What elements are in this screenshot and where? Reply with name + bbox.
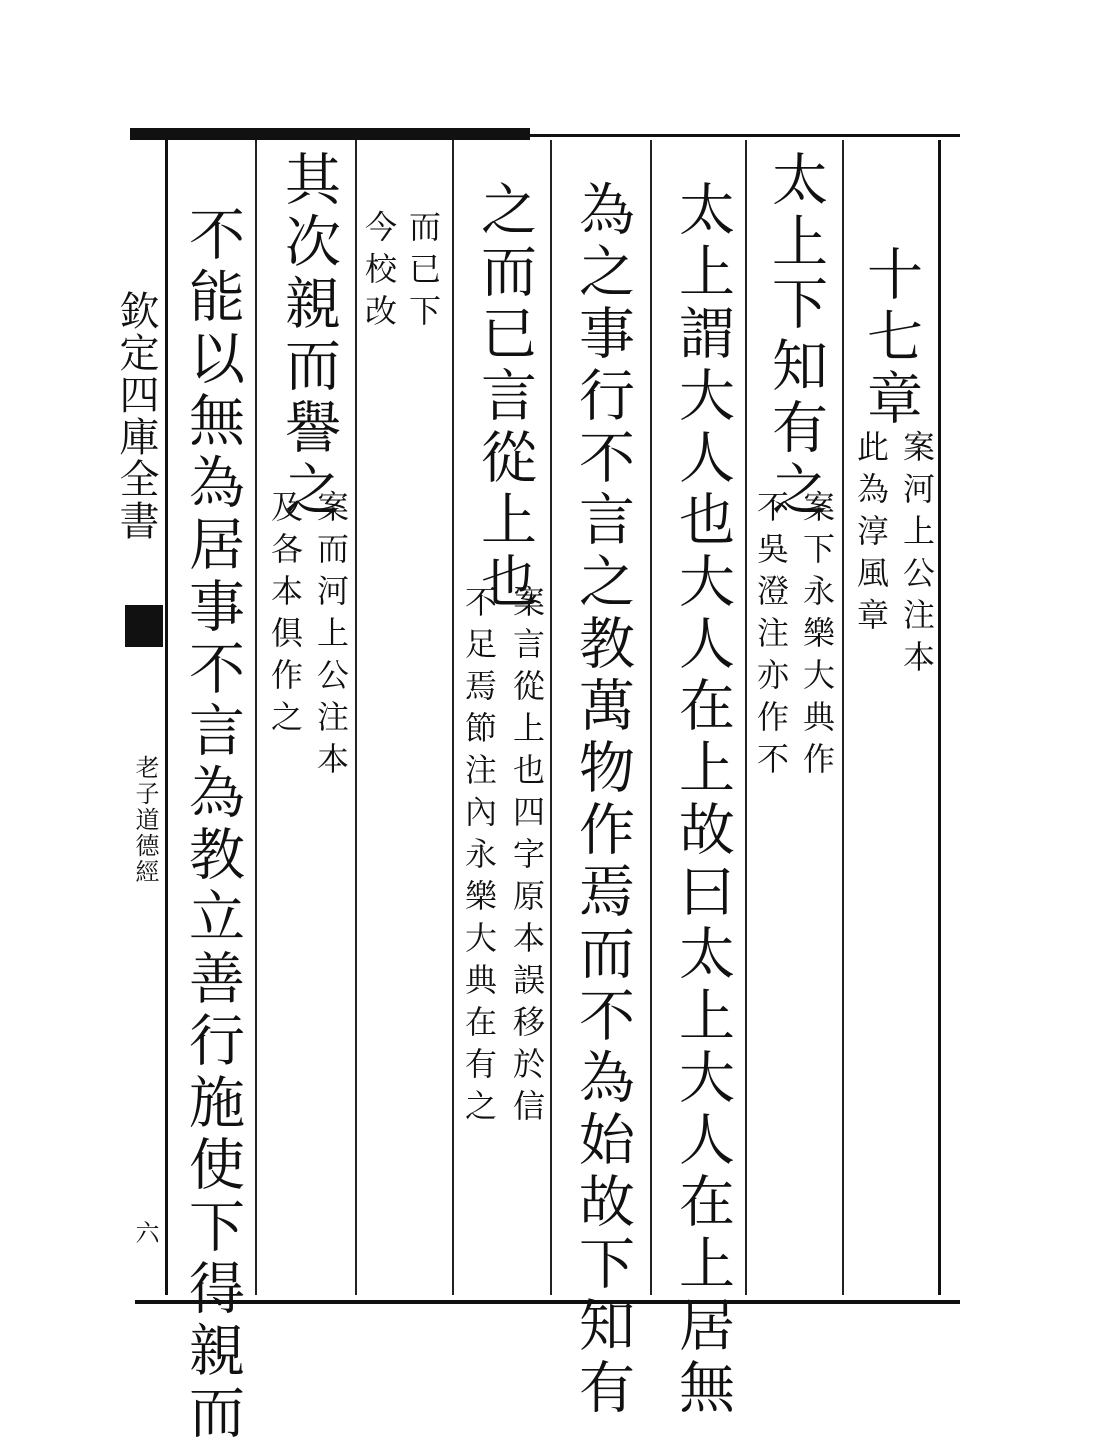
- commentary-column: 太上謂大人也大人在上故曰太上大人在上居無: [670, 180, 735, 1420]
- column-divider: [452, 140, 454, 1295]
- column-divider: [255, 140, 257, 1295]
- column-divider: [550, 140, 552, 1295]
- annotation-line: 及各本俱作之: [266, 490, 304, 742]
- column-divider: [650, 140, 652, 1295]
- top-rule: [130, 128, 530, 140]
- commentary-column: 之而已言從上也: [472, 180, 537, 614]
- annotation-line: 案河上公注本: [898, 430, 936, 682]
- annotation-line: 案言從上也四字原本誤移於信: [508, 585, 546, 1131]
- commentary-column: 為之事行不言之教萬物作焉而不為始故下知有: [570, 180, 635, 1420]
- main-text-column: 太上下知有之: [763, 150, 828, 522]
- annotation-line: 不吳澄注亦作不: [752, 490, 790, 784]
- annotation-line: 案而河上公注本: [312, 490, 350, 784]
- commentary-column: 不能以無為居事不言為教立善行施使下得親而: [180, 205, 245, 1445]
- top-rule-thin: [530, 134, 960, 137]
- annotation-line: 而已下: [404, 210, 442, 336]
- chapter-heading: 十七章: [858, 245, 923, 431]
- book-title: 老子道德經: [131, 755, 159, 885]
- collection-title: 欽定四庫全書: [113, 290, 159, 542]
- column-divider: [842, 140, 844, 1295]
- annotation-line: 不足焉節注內永樂大典在有之: [460, 585, 498, 1131]
- page-number: 六: [131, 1220, 159, 1244]
- annotation-line: 今校改: [360, 210, 398, 336]
- column-divider: [745, 140, 747, 1295]
- annotation-line: 此為淳風章: [852, 430, 890, 640]
- fish-tail-mark: [125, 605, 163, 647]
- fore-edge-margin: [0, 140, 160, 1300]
- main-text-column: 其次親而譽之: [276, 150, 341, 522]
- column-divider: [355, 140, 357, 1295]
- annotation-line: 案下永樂大典作: [798, 490, 836, 784]
- bottom-rule: [135, 1300, 960, 1304]
